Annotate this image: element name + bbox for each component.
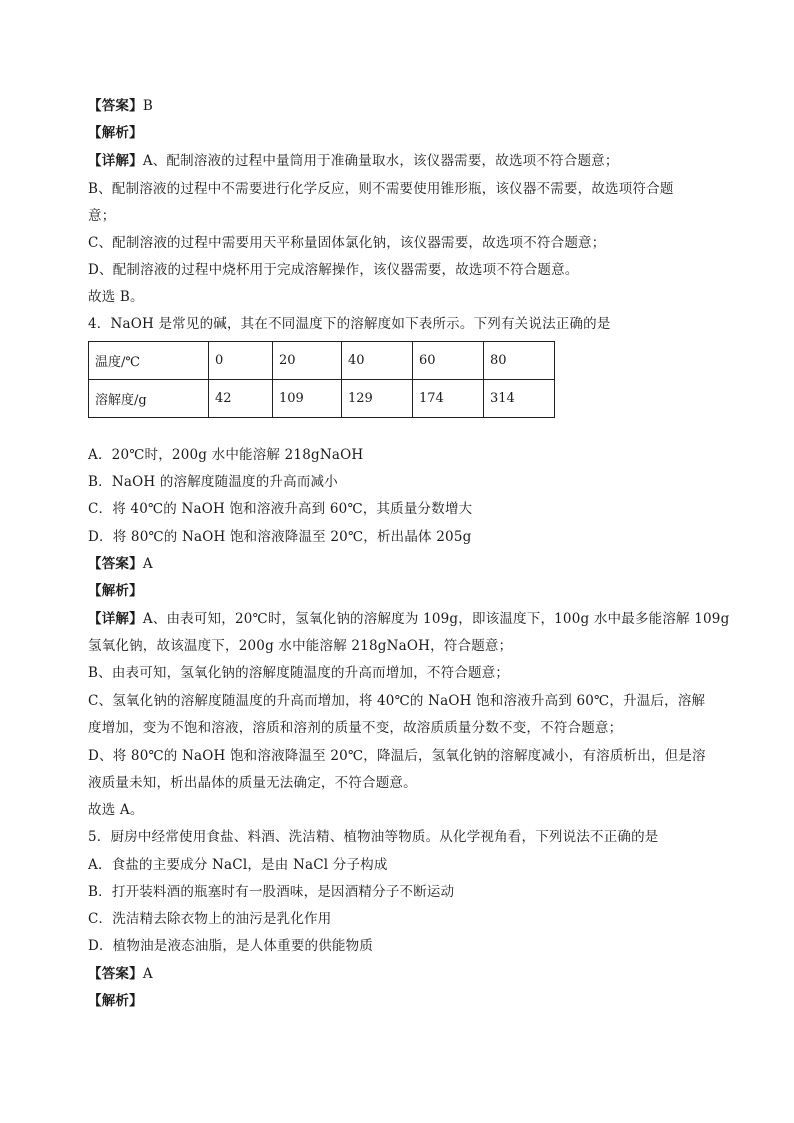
q3-detail-text: D、配制溶液的过程中烧杯用于完成溶解操作，该仪器需要，故选项不符合题意。	[88, 262, 579, 278]
table-header-cell: 温度/℃	[89, 342, 209, 380]
q5-option-a: A．食盐的主要成分 NaCl，是由 NaCl 分子构成	[88, 857, 388, 873]
q5-option-d: D．植物油是液态油脂，是人体重要的供能物质	[88, 938, 374, 954]
solubility-table	[88, 341, 555, 418]
q3-detail-line	[88, 151, 619, 171]
q5-option-b: B．打开装料酒的瓶塞时有一股酒味，是因酒精分子不断运动	[88, 884, 455, 900]
q3-conclusion: 故选 B。	[88, 289, 144, 305]
q4-detail-text: 度增加，变为不饱和溶液，溶质和溶剂的质量不变，故溶质质量分数不变，不符合题意；	[88, 720, 623, 736]
table-cell: 129	[342, 380, 413, 418]
q4-detail-text: 氢氧化钠，故该温度下，200g 水中能溶解 218gNaOH，符合题意；	[88, 638, 513, 654]
q4-detail-text: B、由表可知，氢氧化钠的溶解度随温度的升高而增加，不符合题意；	[88, 665, 510, 681]
q4-stem: 4．NaOH 是常见的碱，其在不同温度下的溶解度如下表所示。下列有关说法正确的是	[88, 316, 611, 332]
table-header-cell: 溶解度/g	[89, 380, 209, 418]
q4-detail-text: D、将 80℃的 NaOH 饱和溶液降温至 20℃，降温后，氢氧化钠的溶解度减小，有溶质析出，但是溶	[88, 748, 706, 764]
q5-answer-value: A	[142, 966, 153, 982]
table-cell: 42	[209, 380, 273, 418]
q3-detail-label: 【详解】	[88, 153, 143, 169]
table-cell: 40	[342, 342, 413, 380]
q4-option-b: B．NaOH 的溶解度随温度的升高而减小	[88, 474, 338, 490]
table-cell: 60	[413, 342, 484, 380]
q4-option-d: D．将 80℃的 NaOH 饱和溶液降温至 20℃，析出晶体 205g	[88, 529, 472, 545]
q4-analysis-label: 【解析】	[88, 583, 143, 599]
q3-detail-text: A、配制溶液的过程中量筒用于准确量取水，该仪器需要，故选项不符合题意；	[142, 153, 619, 169]
table-cell: 0	[209, 342, 273, 380]
q4-answer-value: A	[142, 556, 153, 572]
q4-detail-text: 液质量未知，析出晶体的质量无法确定，不符合题意。	[88, 775, 417, 791]
q4-answer-line	[88, 554, 153, 574]
q4-detail-text: A、由表可知，20℃时，氢氧化钠的溶解度为 109g，即该温度下，100g 水中最多能溶解 109g	[142, 611, 730, 627]
table-cell: 80	[484, 342, 555, 380]
q5-answer-line	[88, 964, 153, 984]
q5-answer-label: 【答案】	[88, 966, 143, 982]
q4-detail-label: 【详解】	[88, 611, 143, 627]
q3-analysis-label: 【解析】	[88, 125, 143, 141]
q3-answer-line	[88, 96, 153, 116]
table-cell: 109	[273, 380, 342, 418]
q3-detail-text: B、配制溶液的过程中不需要进行化学反应，则不需要使用锥形瓶，该仪器不需要，故选项符合题	[88, 181, 674, 197]
table-cell: 314	[484, 380, 555, 418]
q5-option-c: C．洗洁精去除衣物上的油污是乳化作用	[88, 911, 332, 927]
q5-stem: 5．厨房中经常使用食盐、料酒、洗洁精、植物油等物质。从化学视角看，下列说法不正确的是	[88, 829, 659, 845]
q5-analysis-label: 【解析】	[88, 993, 143, 1009]
q4-detail-line	[88, 609, 729, 629]
q3-answer-value: B	[142, 98, 153, 114]
table-row	[89, 380, 555, 418]
table-cell: 20	[273, 342, 342, 380]
q4-option-a: A．20℃时，200g 水中能溶解 218gNaOH	[88, 447, 364, 463]
q4-answer-label: 【答案】	[88, 556, 143, 572]
q4-detail-text: C、氢氧化钠的溶解度随温度的升高而增加，将 40℃的 NaOH 饱和溶液升高到 60℃，升温后，溶解	[88, 693, 706, 709]
q3-answer-label: 【答案】	[88, 98, 143, 114]
q4-conclusion: 故选 A。	[88, 802, 144, 818]
table-row	[89, 342, 555, 380]
q3-detail-text: C、配制溶液的过程中需要用天平称量固体氯化钠，该仪器需要，故选项不符合题意；	[88, 235, 606, 251]
q4-option-c: C．将 40℃的 NaOH 饱和溶液升高到 60℃，其质量分数增大	[88, 501, 473, 517]
table-cell: 174	[413, 380, 484, 418]
q3-detail-text: 意；	[88, 208, 116, 224]
